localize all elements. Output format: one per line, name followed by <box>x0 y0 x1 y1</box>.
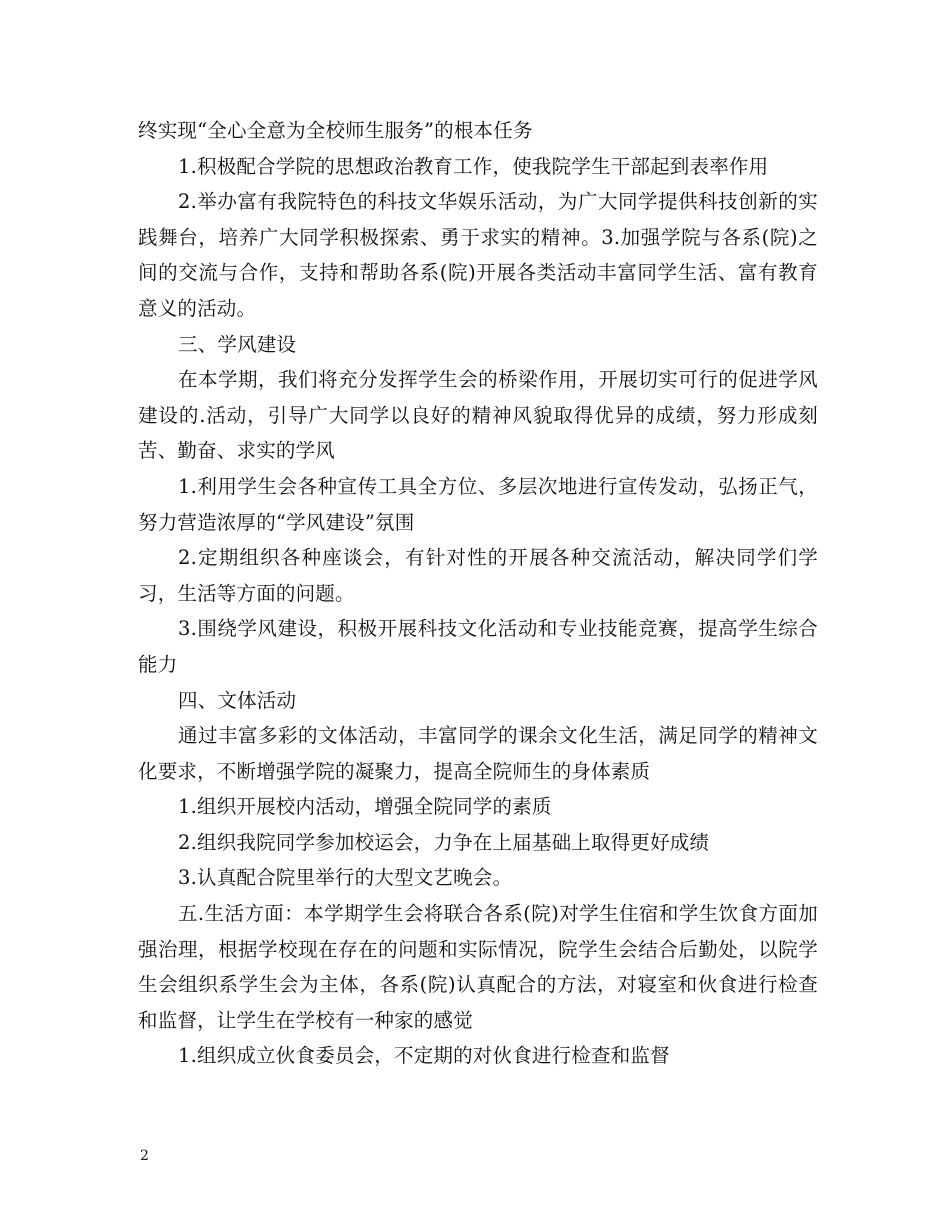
paragraph-study-item-2: 2.定期组织各种座谈会，有针对性的开展各种交流活动，解决同学们学习，生活等方面的问题。 <box>138 546 818 605</box>
paragraph-activities-item-1: 1.组织开展校内活动，增强全院同学的素质 <box>178 795 552 819</box>
paragraph-life-item-1: 1.组织成立伙食委员会，不定期的对伙食进行检查和监督 <box>178 1044 670 1068</box>
page-number: 2 <box>140 1148 149 1164</box>
paragraph-continuation: 终实现“全心全意为全校师生服务”的根本任务 <box>138 119 533 142</box>
paragraph-activities-item-2: 2.组织我院同学参加校运会，力争在上届基础上取得更好成绩 <box>178 830 710 854</box>
paragraph-item-2-3: 2.举办富有我院特色的科技文华娱乐活动，为广大同学提供科技创新的实践舞台，培养广大同学积极探索、勇于求实的精神。3.加强学院与各系(院)之间的交流与合作，支持和帮助各系(院)开展各类活动丰富同学生活、富有教育意义的活动。 <box>138 190 818 320</box>
paragraph-study-item-3: 3.围绕学风建设，积极开展科技文化活动和专业技能竞赛，提高学生综合能力 <box>138 617 818 676</box>
paragraph-study-style-intro: 在本学期，我们将充分发挥学生会的桥梁作用，开展切实可行的促进学风建设的.活动，引导广大同学以良好的精神风貌取得优异的成绩，努力形成刻苦、勤奋、求实的学风 <box>138 368 818 463</box>
paragraph-study-item-1: 1.利用学生会各种宣传工具全方位、多层次地进行宣传发动，弘扬正气，努力营造浓厚的“学风建设”氛围 <box>138 474 818 534</box>
paragraph-activities-item-3: 3.认真配合院里举行的大型文艺晚会。 <box>178 866 513 890</box>
section-life-aspects: 五.生活方面：本学期学生会将联合各系(院)对学生住宿和学生饮食方面加强治理，根据学校现在存在的问题和实际情况，院学生会结合后勤处，以院学生会组织系学生会为主体，各系(院)认真配合的方法，对寝室和伙食进行检查和监督，让学生在学校有一种家的感觉 <box>138 902 818 1032</box>
paragraph-activities-intro: 通过丰富多彩的文体活动，丰富同学的课余文化生活，满足同学的精神文化要求，不断增强学院的凝聚力，提高全院师生的身体素质 <box>138 724 818 783</box>
section-heading-study-style: 三、学风建设 <box>178 332 297 356</box>
section-heading-activities: 四、文体活动 <box>178 688 297 712</box>
paragraph-item-1: 1.积极配合学院的思想政治教育工作，使我院学生干部起到表率作用 <box>178 154 769 178</box>
document-body <box>138 113 818 1074</box>
